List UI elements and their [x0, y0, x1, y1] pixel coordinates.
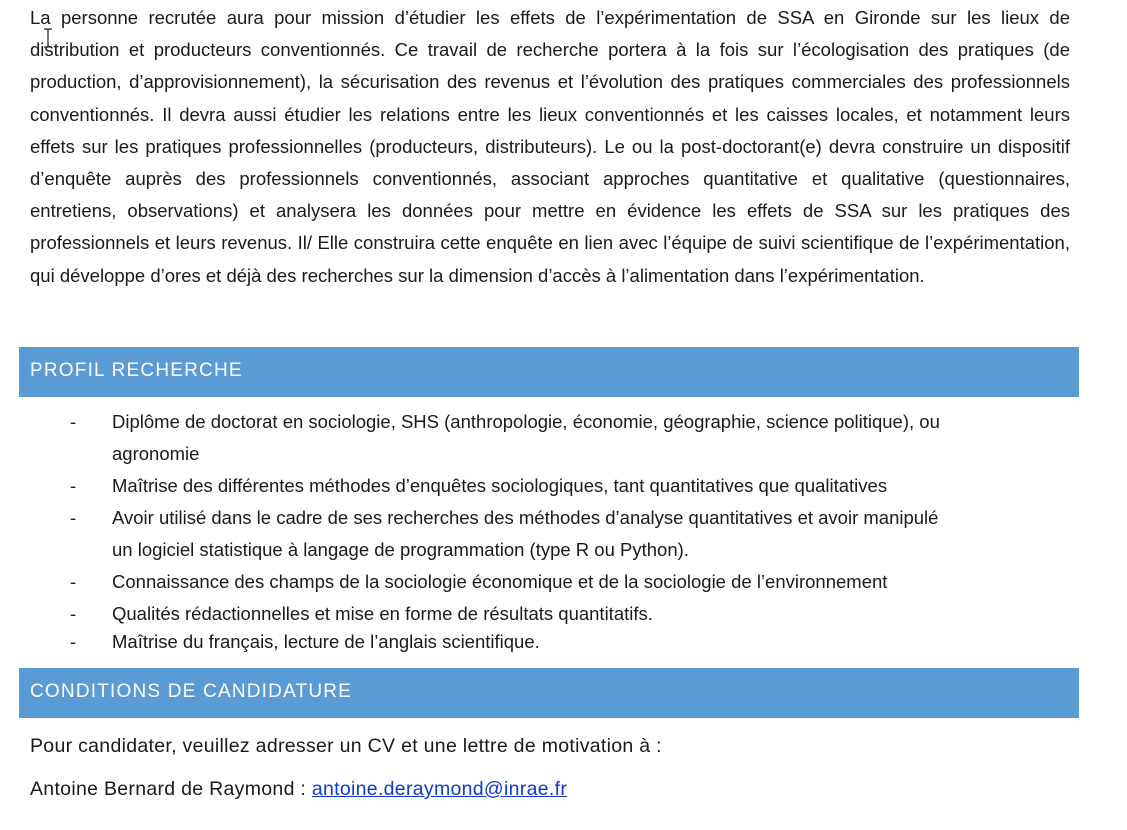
bullet-dash: - — [70, 411, 77, 432]
bullet-dash: - — [70, 507, 77, 528]
list-item-line: un logiciel statistique à langage de programmation (type R ou Python). — [112, 539, 689, 560]
list-item-text — [112, 406, 1062, 470]
list-item-text: Maîtrise des différentes méthodes d’enquêtes sociologiques, tant quantitatives que qualitatives — [112, 475, 888, 496]
section-header-profil-recherche: PROFIL RECHERCHE — [19, 347, 1079, 397]
list-item-text: Qualités rédactionnelles et mise en forme de résultats quantitatifs. — [112, 603, 653, 624]
list-item-line: agronomie — [112, 443, 200, 464]
list-item-text — [112, 502, 1062, 566]
contact-name: Antoine Bernard de Raymond : — [30, 778, 312, 800]
list-item-line: Avoir utilisé dans le cadre de ses recherches des méthodes d’analyse quantitatives et avoir manipulé — [112, 507, 939, 528]
list-item-text: Maîtrise du français, lecture de l’anglais scientifique. — [112, 631, 540, 652]
intro-body: personne recrutée aura pour mission d’étudier les effets de l’expérimentation de SSA en Gironde sur les lieux de distribution et producteurs conventionnés. Ce travail de recherche portera à la fois sur l’écologisation des pratiques (de production, d’approvisionnement), la sécurisation des revenus et l’évolution des pratiques commerciales des professionnels conventionnés. Il devra aussi étudier les relations entre les lieux conventionnés et les caisses locales, et notamment leurs effets sur les pratiques professionnelles (producteurs, distributeurs). Le ou la post-doctorant(e) devra construire un dispositif d’enquête auprès des professionnels conventionnés, associant approches quantitative et qualitative (questionnaires, entretiens, observations) et analysera les données pour mettre en évidence les effets de SSA sur les pratiques des professionnels et leurs revenus. Il/ Elle construira cette enquête en lien avec l’équipe de suivi scientifique de l’expérimentation, qui développe d’ores et déjà des recherches sur la dimension d’accès à l’alimentation dans l’expérimentation. — [30, 7, 1070, 286]
section-header-conditions-candidature: CONDITIONS DE CANDIDATURE — [19, 668, 1079, 718]
bullet-dash: - — [70, 571, 77, 592]
application-instructions: Pour candidater, veuillez adresser un CV et une lettre de motivation à : — [30, 735, 662, 757]
bullet-dash: - — [70, 631, 77, 652]
bullet-dash: - — [70, 475, 77, 496]
list-item-text: Connaissance des champs de la sociologie économique et de la sociologie de l’environnement — [112, 571, 888, 592]
bullet-dash: - — [70, 603, 77, 624]
contact-email-link[interactable]: antoine.deraymond@inrae.fr — [311, 778, 568, 800]
contact-line — [30, 775, 567, 803]
intro-paragraph — [30, 2, 1070, 292]
list-item-line: Diplôme de doctorat en sociologie, SHS (anthropologie, économie, géographie, science politique), ou — [112, 411, 940, 432]
intro-lead: La — [30, 7, 51, 28]
